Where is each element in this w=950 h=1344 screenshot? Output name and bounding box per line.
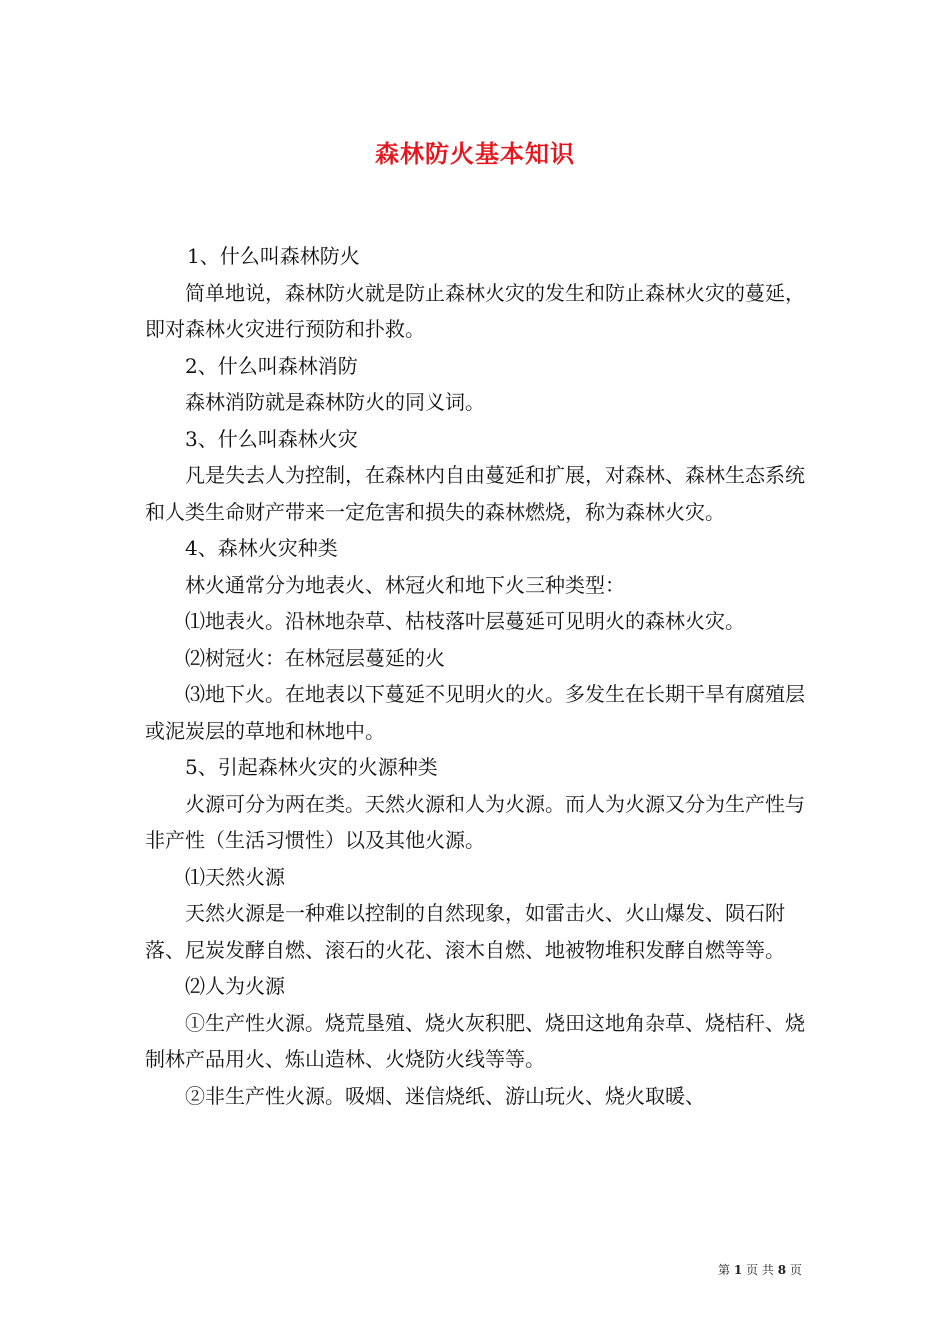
list-item: ⑴地表火。沿林地杂草、枯枝落叶层蔓延可见明火的森林火灾。	[185, 609, 745, 633]
list-item: ⑶地下火。在地表以下蔓延不见明火的火。多发生在长期干旱有腐殖层或泥炭层的草地和林地中。	[145, 682, 805, 743]
paragraph: 森林消防就是森林防火的同义词。	[185, 390, 485, 414]
section-heading: 4、森林火灾种类	[185, 536, 338, 560]
footer-middle: 页 共	[746, 1263, 774, 1277]
total-page-count: 8	[777, 1263, 787, 1277]
list-item: ⑵树冠火：在林冠层蔓延的火	[185, 645, 445, 670]
sub-heading: ⑴天然火源	[185, 864, 285, 889]
section-heading: 5、引起森林火灾的火源种类	[185, 755, 438, 779]
paragraph: 简单地说，森林防火就是防止森林火灾的发生和防止森林火灾的蔓延，即对森林火灾进行预防和扑救。	[145, 280, 805, 341]
section-heading: 2、什么叫森林消防	[185, 353, 358, 378]
list-item: ②非生产性火源。吸烟、迷信烧纸、游山玩火、烧火取暖、	[185, 1083, 705, 1108]
section-heading: 1、什么叫森林防火	[187, 244, 360, 268]
paragraph: 天然火源是一种难以控制的自然现象，如雷击火、火山爆发、陨石附落、尼炭发酵自燃、滚石的火花、滚木自燃、地被物堆积发酵自燃等等。	[145, 901, 785, 962]
page-footer	[718, 1261, 838, 1278]
paragraph: 火源可分为两在类。天然火源和人为火源。而人为火源又分为生产性与非产性（生活习惯性）以及其他火源。	[145, 791, 805, 852]
sub-heading: ⑵人为火源	[185, 974, 285, 998]
paragraph: 林火通常分为地表火、林冠火和地下火三种类型：	[185, 572, 625, 597]
current-page-number: 1	[733, 1263, 743, 1277]
paragraph: 凡是失去人为控制，在森林内自由蔓延和扩展，对森林、森林生态系统和人类生命财产带来一定危害和损失的森林燃烧，称为森林火灾。	[145, 463, 805, 524]
document-body	[145, 238, 807, 1114]
footer-prefix: 第	[718, 1263, 731, 1277]
list-item: ①生产性火源。烧荒垦殖、烧火灰积肥、烧田这地角杂草、烧桔秆、烧制林产品用火、炼山造林、火烧防火线等等。	[145, 1010, 805, 1071]
footer-suffix: 页	[789, 1263, 802, 1277]
section-heading: 3、什么叫森林火灾	[185, 426, 358, 451]
document-title: 森林防火基本知识	[375, 139, 575, 168]
